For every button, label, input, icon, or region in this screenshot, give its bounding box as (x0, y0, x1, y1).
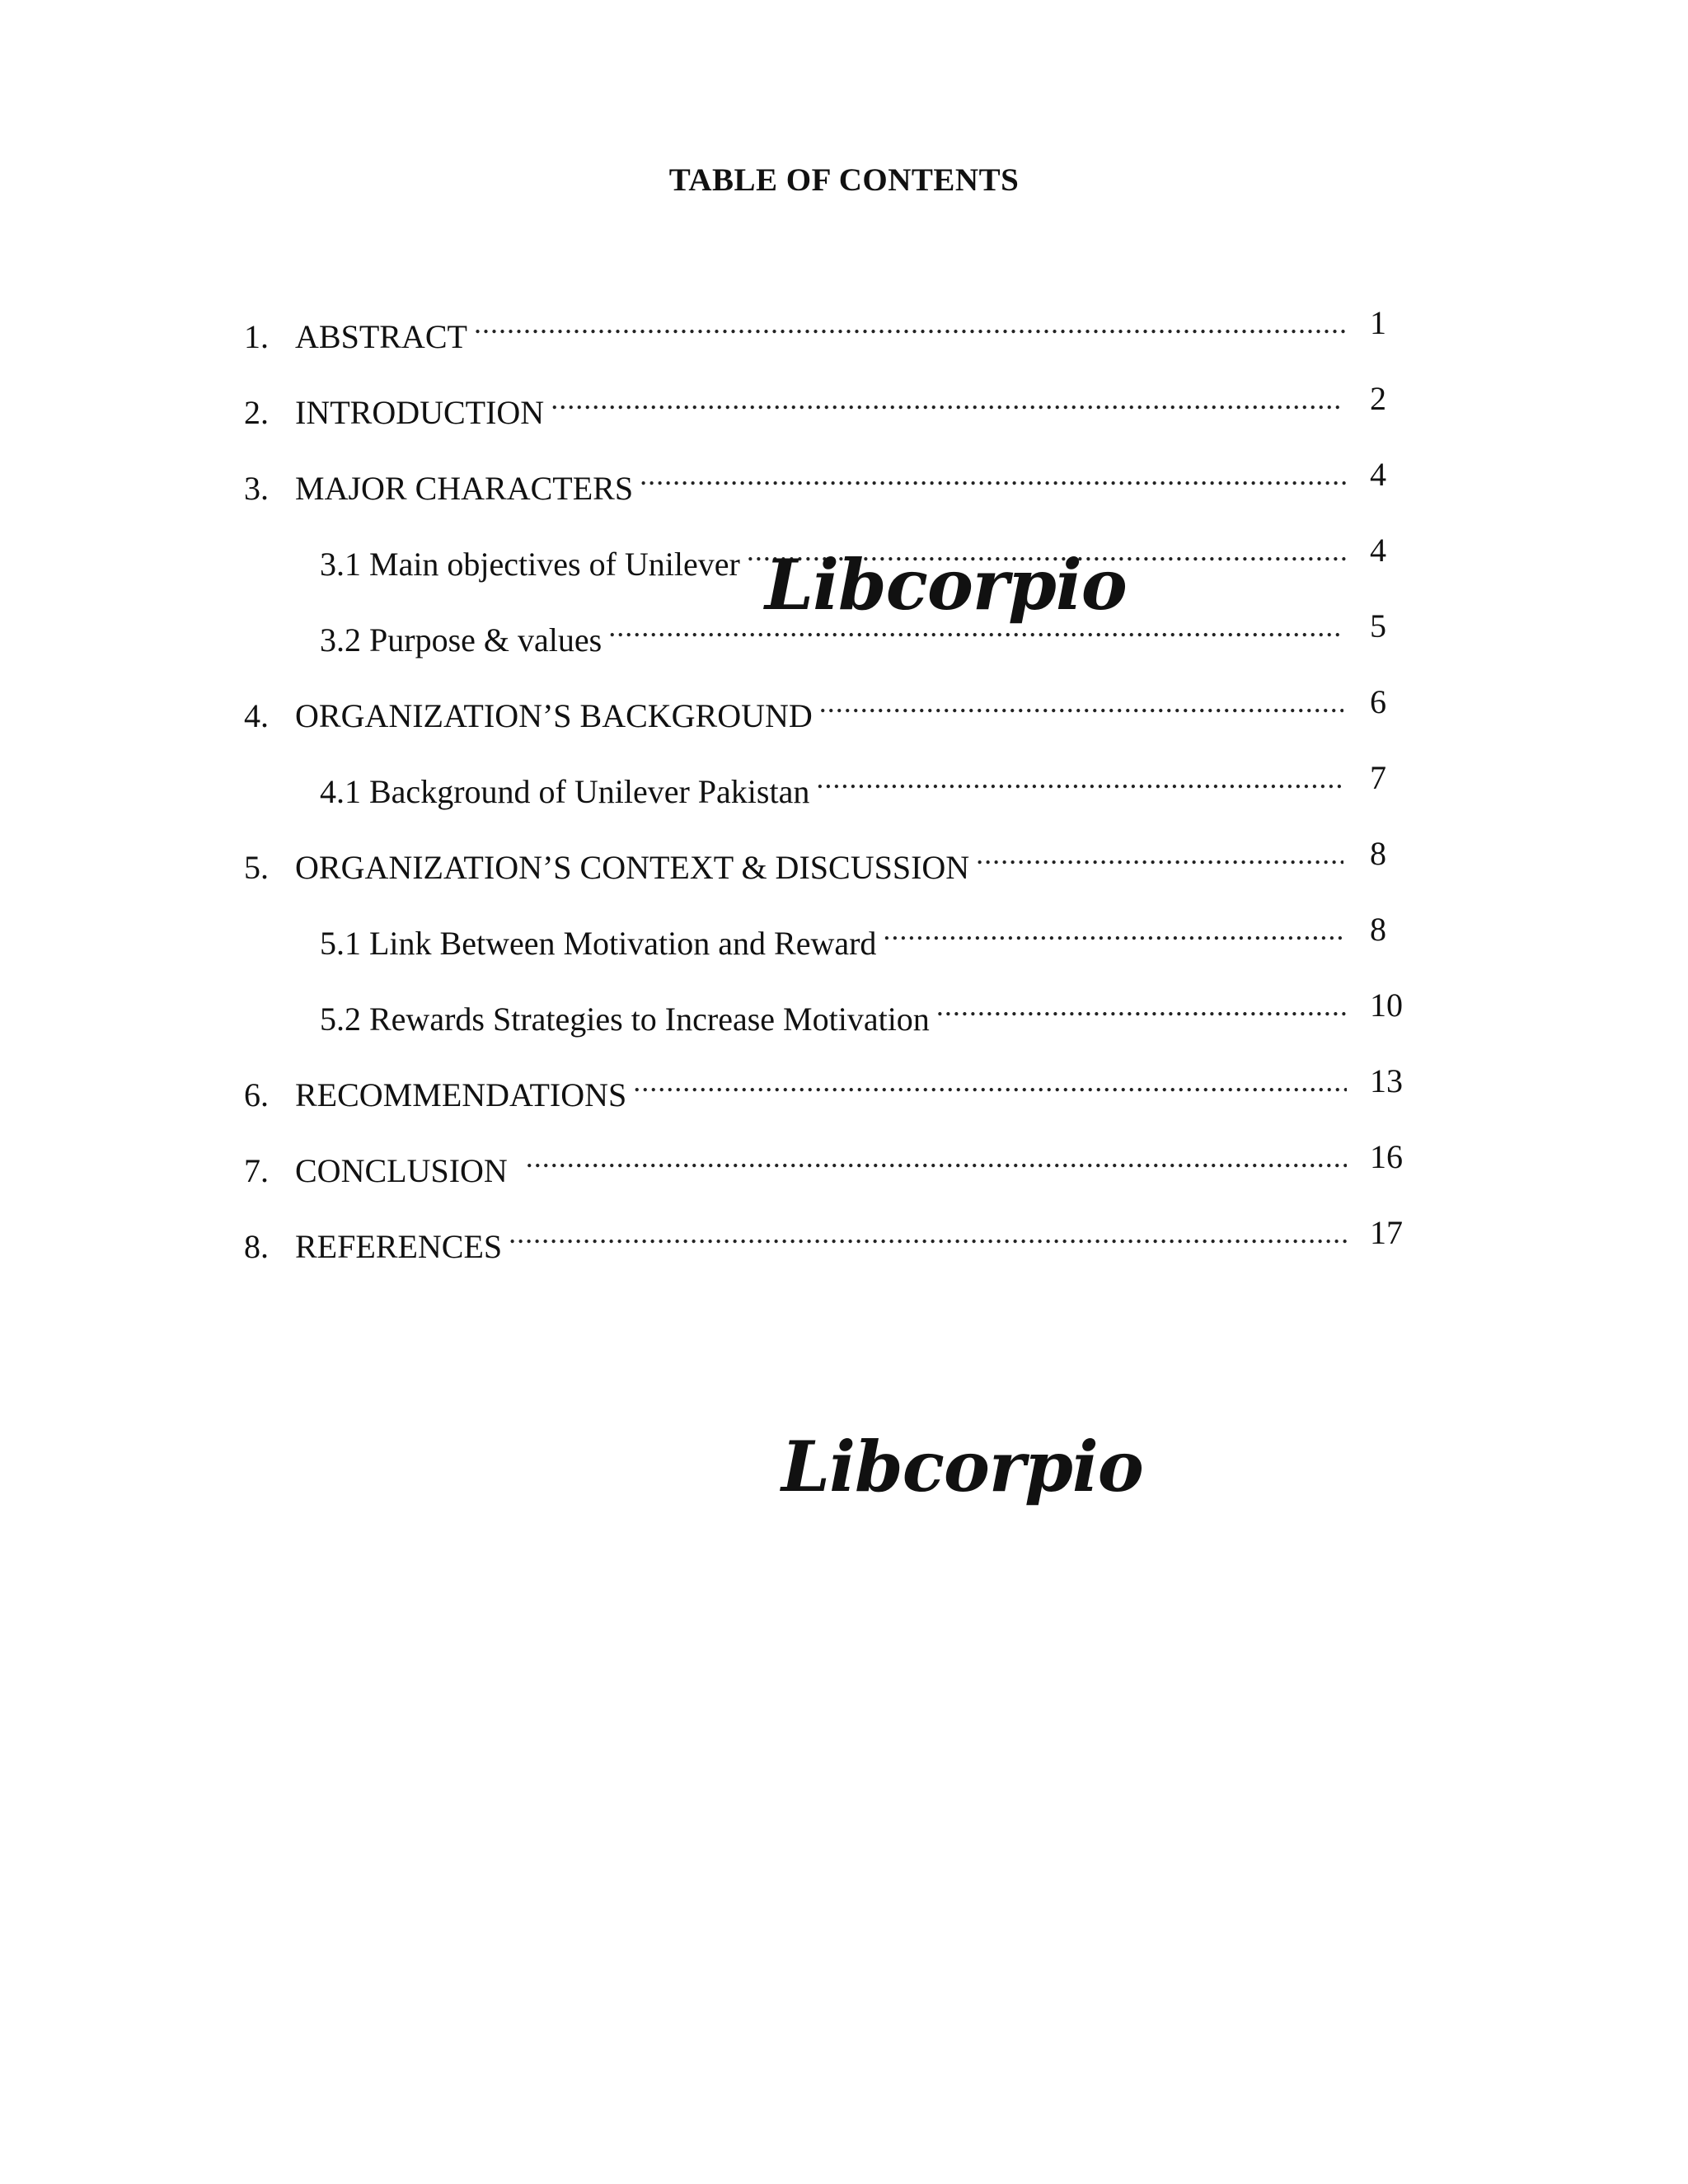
toc-entry-page: 7 (1370, 759, 1386, 796)
toc-entry-title: 5.1 Link Between Motivation and Reward (320, 925, 877, 962)
dot-leader (819, 677, 1343, 727)
toc-entry-number: 5. (244, 849, 269, 886)
toc-title: TABLE OF CONTENTS (668, 162, 1020, 198)
toc-entry-number: 4. (244, 697, 269, 734)
toc-entry-number: 6. (244, 1076, 269, 1113)
toc-entry-abstract (244, 298, 1348, 355)
toc-entry-organization-background (244, 677, 1343, 734)
dot-leader (976, 829, 1343, 879)
dot-leader (816, 753, 1345, 803)
toc-entry-title: INTRODUCTION (295, 394, 545, 431)
toc-entry-references (244, 1208, 1348, 1265)
toc-entry-page: 4 (1370, 532, 1386, 569)
toc-entry-page: 10 (1370, 987, 1403, 1024)
toc-entry-title: ABSTRACT (295, 318, 467, 355)
toc-entry-organization-context (244, 829, 1343, 886)
toc-entry-page: 8 (1370, 911, 1386, 948)
toc-entry-page: 8 (1370, 835, 1386, 872)
toc-entry-major-characters (244, 450, 1348, 507)
watermark-logo: Libcorpio (781, 1426, 1143, 1507)
toc-entry-page: 1 (1370, 304, 1386, 341)
toc-entry-rewards-strategies (320, 981, 1348, 1038)
toc-entry-title: CONCLUSION (295, 1152, 508, 1189)
toc-entry-conclusion (244, 1132, 1347, 1189)
toc-entry-title: 3.1 Main objectives of Unilever (320, 546, 740, 583)
toc-entry-background-unilever-pakistan (320, 753, 1345, 810)
dot-leader (526, 1132, 1347, 1182)
toc-entry-number: 2. (244, 394, 269, 431)
dot-leader (640, 450, 1348, 499)
toc-entry-introduction (244, 374, 1343, 431)
toc-entry-title: 3.2 Purpose & values (320, 621, 603, 658)
toc-entry-title: REFERENCES (295, 1228, 503, 1265)
toc-entry-title: ORGANIZATION’S CONTEXT & DISCUSSION (295, 849, 970, 886)
dot-leader (551, 374, 1343, 424)
toc-entry-number: 7. (244, 1152, 269, 1189)
toc-entry-title: MAJOR CHARACTERS (295, 470, 634, 507)
toc-entry-title: 4.1 Background of Unilever Pakistan (320, 773, 810, 810)
dot-leader (633, 1057, 1347, 1106)
watermark-logo: Libcorpio (765, 544, 1127, 626)
toc-entry-page: 4 (1370, 456, 1386, 493)
toc-entry-number: 8. (244, 1228, 269, 1265)
dot-leader (936, 981, 1348, 1030)
toc-entry-number: 3. (244, 470, 269, 507)
dot-leader (474, 298, 1348, 348)
toc-entry-page: 2 (1370, 380, 1386, 417)
toc-entry-title: ORGANIZATION’S BACKGROUND (295, 697, 813, 734)
toc-entry-page: 17 (1370, 1214, 1403, 1251)
toc-entry-title: RECOMMENDATIONS (295, 1076, 627, 1113)
toc-entry-page: 5 (1370, 607, 1386, 644)
toc-entry-page: 13 (1370, 1062, 1403, 1099)
toc-entry-link-motivation-reward (320, 905, 1345, 962)
toc-entry-recommendations (244, 1057, 1347, 1113)
toc-entry-page: 16 (1370, 1138, 1403, 1175)
dot-leader (883, 905, 1345, 954)
toc-entry-number: 1. (244, 318, 269, 355)
toc-entry-page: 6 (1370, 683, 1386, 720)
dot-leader (509, 1208, 1348, 1258)
toc-entry-title: 5.2 Rewards Strategies to Increase Motivation (320, 1001, 930, 1038)
